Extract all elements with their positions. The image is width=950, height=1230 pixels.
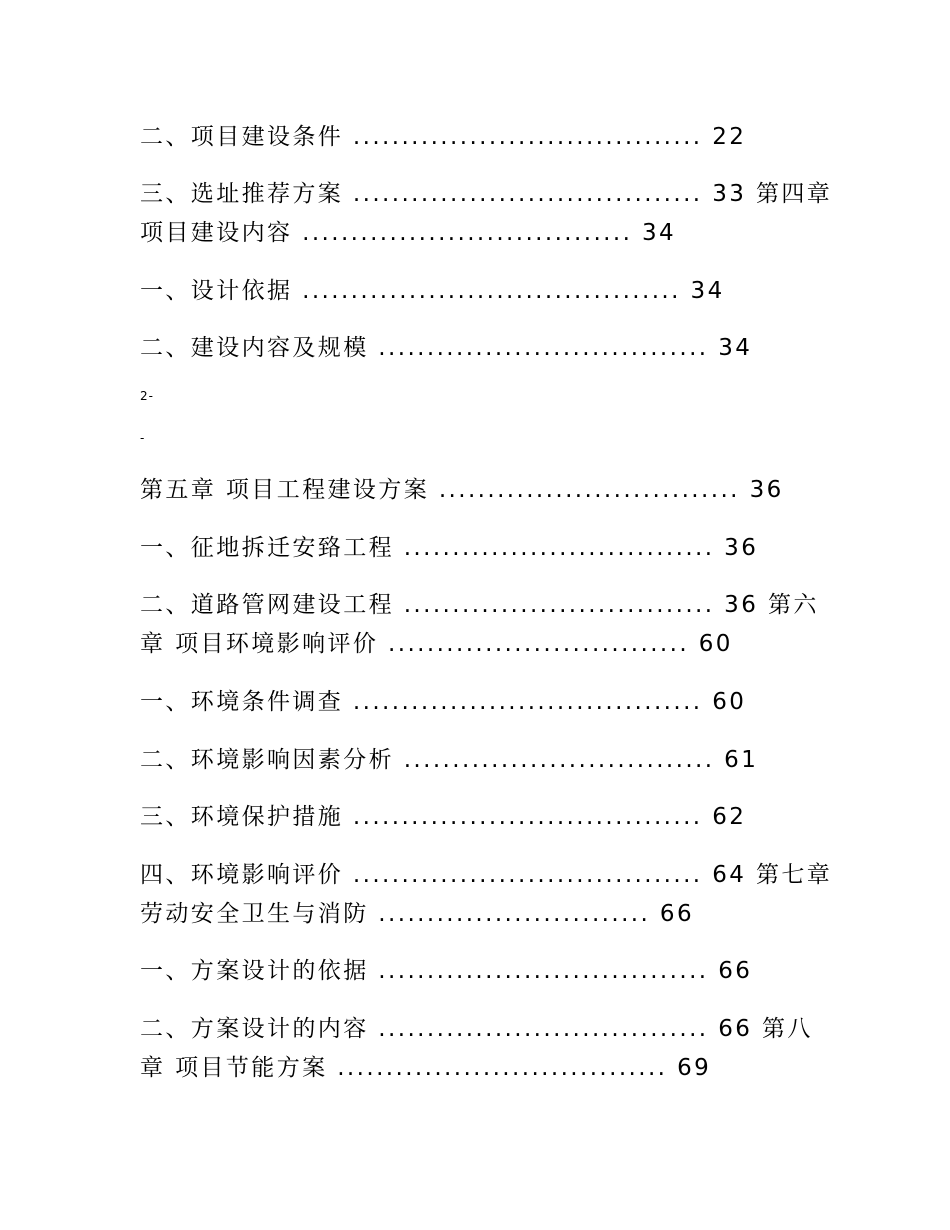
toc-line: 劳动安全卫生与消防 ............................ 66	[140, 901, 694, 927]
toc-line: 章 项目节能方案 .................................. 69	[140, 1055, 712, 1081]
toc-line: 章 项目环境影响评价 ............................... 60	[140, 631, 733, 657]
toc-line: 三、选址推荐方案 .................................... 33 第四章	[140, 181, 833, 207]
toc-line: 项目建设内容 .................................. 34	[140, 220, 677, 246]
toc-line: 二、道路管网建设工程 ................................ 36 第六	[140, 592, 819, 618]
toc-line: 第五章 项目工程建设方案 ............................... 36	[140, 477, 784, 503]
page-number-marker: 2-	[140, 389, 154, 403]
toc-line: 一、征地拆迁安臵工程 ................................ 36	[140, 535, 759, 561]
toc-line: 二、项目建设条件 .................................... 22	[140, 124, 747, 150]
toc-line: 二、环境影响因素分析 ................................ 61	[140, 747, 759, 773]
toc-line: 三、环境保护措施 .................................... 62	[140, 804, 747, 830]
toc-line: 二、方案设计的内容 .................................. 66 第八	[140, 1016, 813, 1042]
toc-line: 一、方案设计的依据 .................................. 66	[140, 958, 753, 984]
toc-line: 四、环境影响评价 .................................... 64 第七章	[140, 862, 833, 888]
page-number-marker: -	[140, 431, 146, 445]
toc-line: 一、设计依据 ....................................... 34	[140, 278, 725, 304]
toc-line: 一、环境条件调查 .................................... 60	[140, 689, 747, 715]
toc-line: 二、建设内容及规模 .................................. 34	[140, 335, 753, 361]
